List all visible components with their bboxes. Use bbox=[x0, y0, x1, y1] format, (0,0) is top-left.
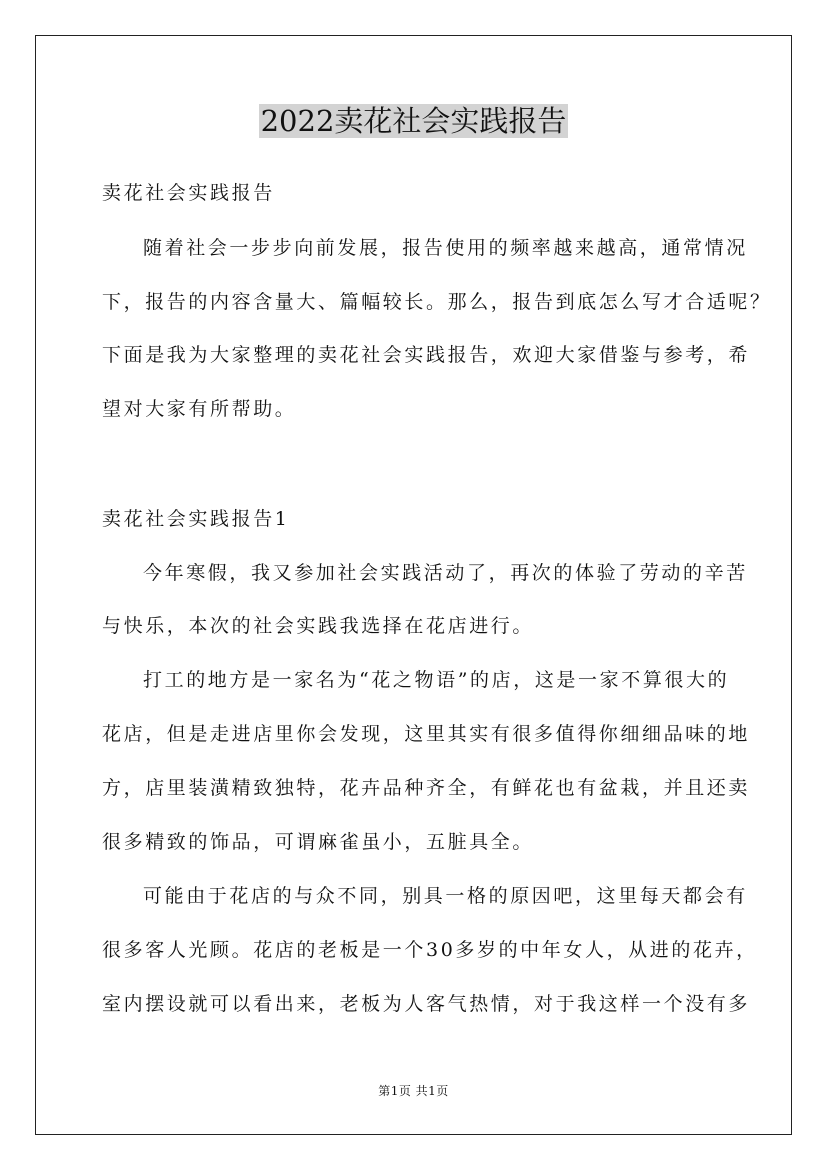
paragraph-line: 与快乐，本次的社会实践我选择在花店进行。 bbox=[102, 615, 535, 637]
document-title-text: 2022卖花社会实践报告 bbox=[260, 104, 567, 138]
document-title bbox=[0, 99, 827, 143]
page-footer: 第1页 共1页 bbox=[378, 1084, 449, 1098]
paragraph-line: 今年寒假，我又参加社会实践活动了，再次的体验了劳动的辛苦 bbox=[143, 562, 748, 584]
paragraph-line: 随着社会一步步向前发展，报告使用的频率越来越高，通常情况 bbox=[143, 237, 748, 259]
paragraph-line: 花店，但是走进店里你会发现，这里其实有很多值得你细细品味的地 bbox=[102, 723, 751, 745]
paragraph-line: 望对大家有所帮助。 bbox=[102, 398, 297, 420]
paragraph-line: 很多客人光顾。花店的老板是一个30多岁的中年女人，从进的花卉， bbox=[102, 939, 758, 961]
paragraph-line: 下，报告的内容含量大、篇幅较长。那么，报告到底怎么写才合适呢？ bbox=[102, 291, 772, 313]
paragraph-line: 室内摆设就可以看出来，老板为人客气热情，对于我这样一个没有多 bbox=[102, 993, 751, 1015]
paragraph-line: 下面是我为大家整理的卖花社会实践报告，欢迎大家借鉴与参考，希 bbox=[102, 344, 751, 366]
paragraph-line: 方，店里装潢精致独特，花卉品种齐全，有鲜花也有盆栽，并且还卖 bbox=[102, 777, 751, 799]
section-heading: 卖花社会实践报告1 bbox=[102, 508, 290, 530]
paragraph-line: 打工的地方是一家名为“花之物语”的店，这是一家不算很大的 bbox=[143, 669, 730, 691]
paragraph-line: 很多精致的饰品，可谓麻雀虽小，五脏具全。 bbox=[102, 831, 535, 853]
paragraph-line: 可能由于花店的与众不同，别具一格的原因吧，这里每天都会有 bbox=[143, 885, 748, 907]
section-heading: 卖花社会实践报告 bbox=[102, 182, 275, 204]
